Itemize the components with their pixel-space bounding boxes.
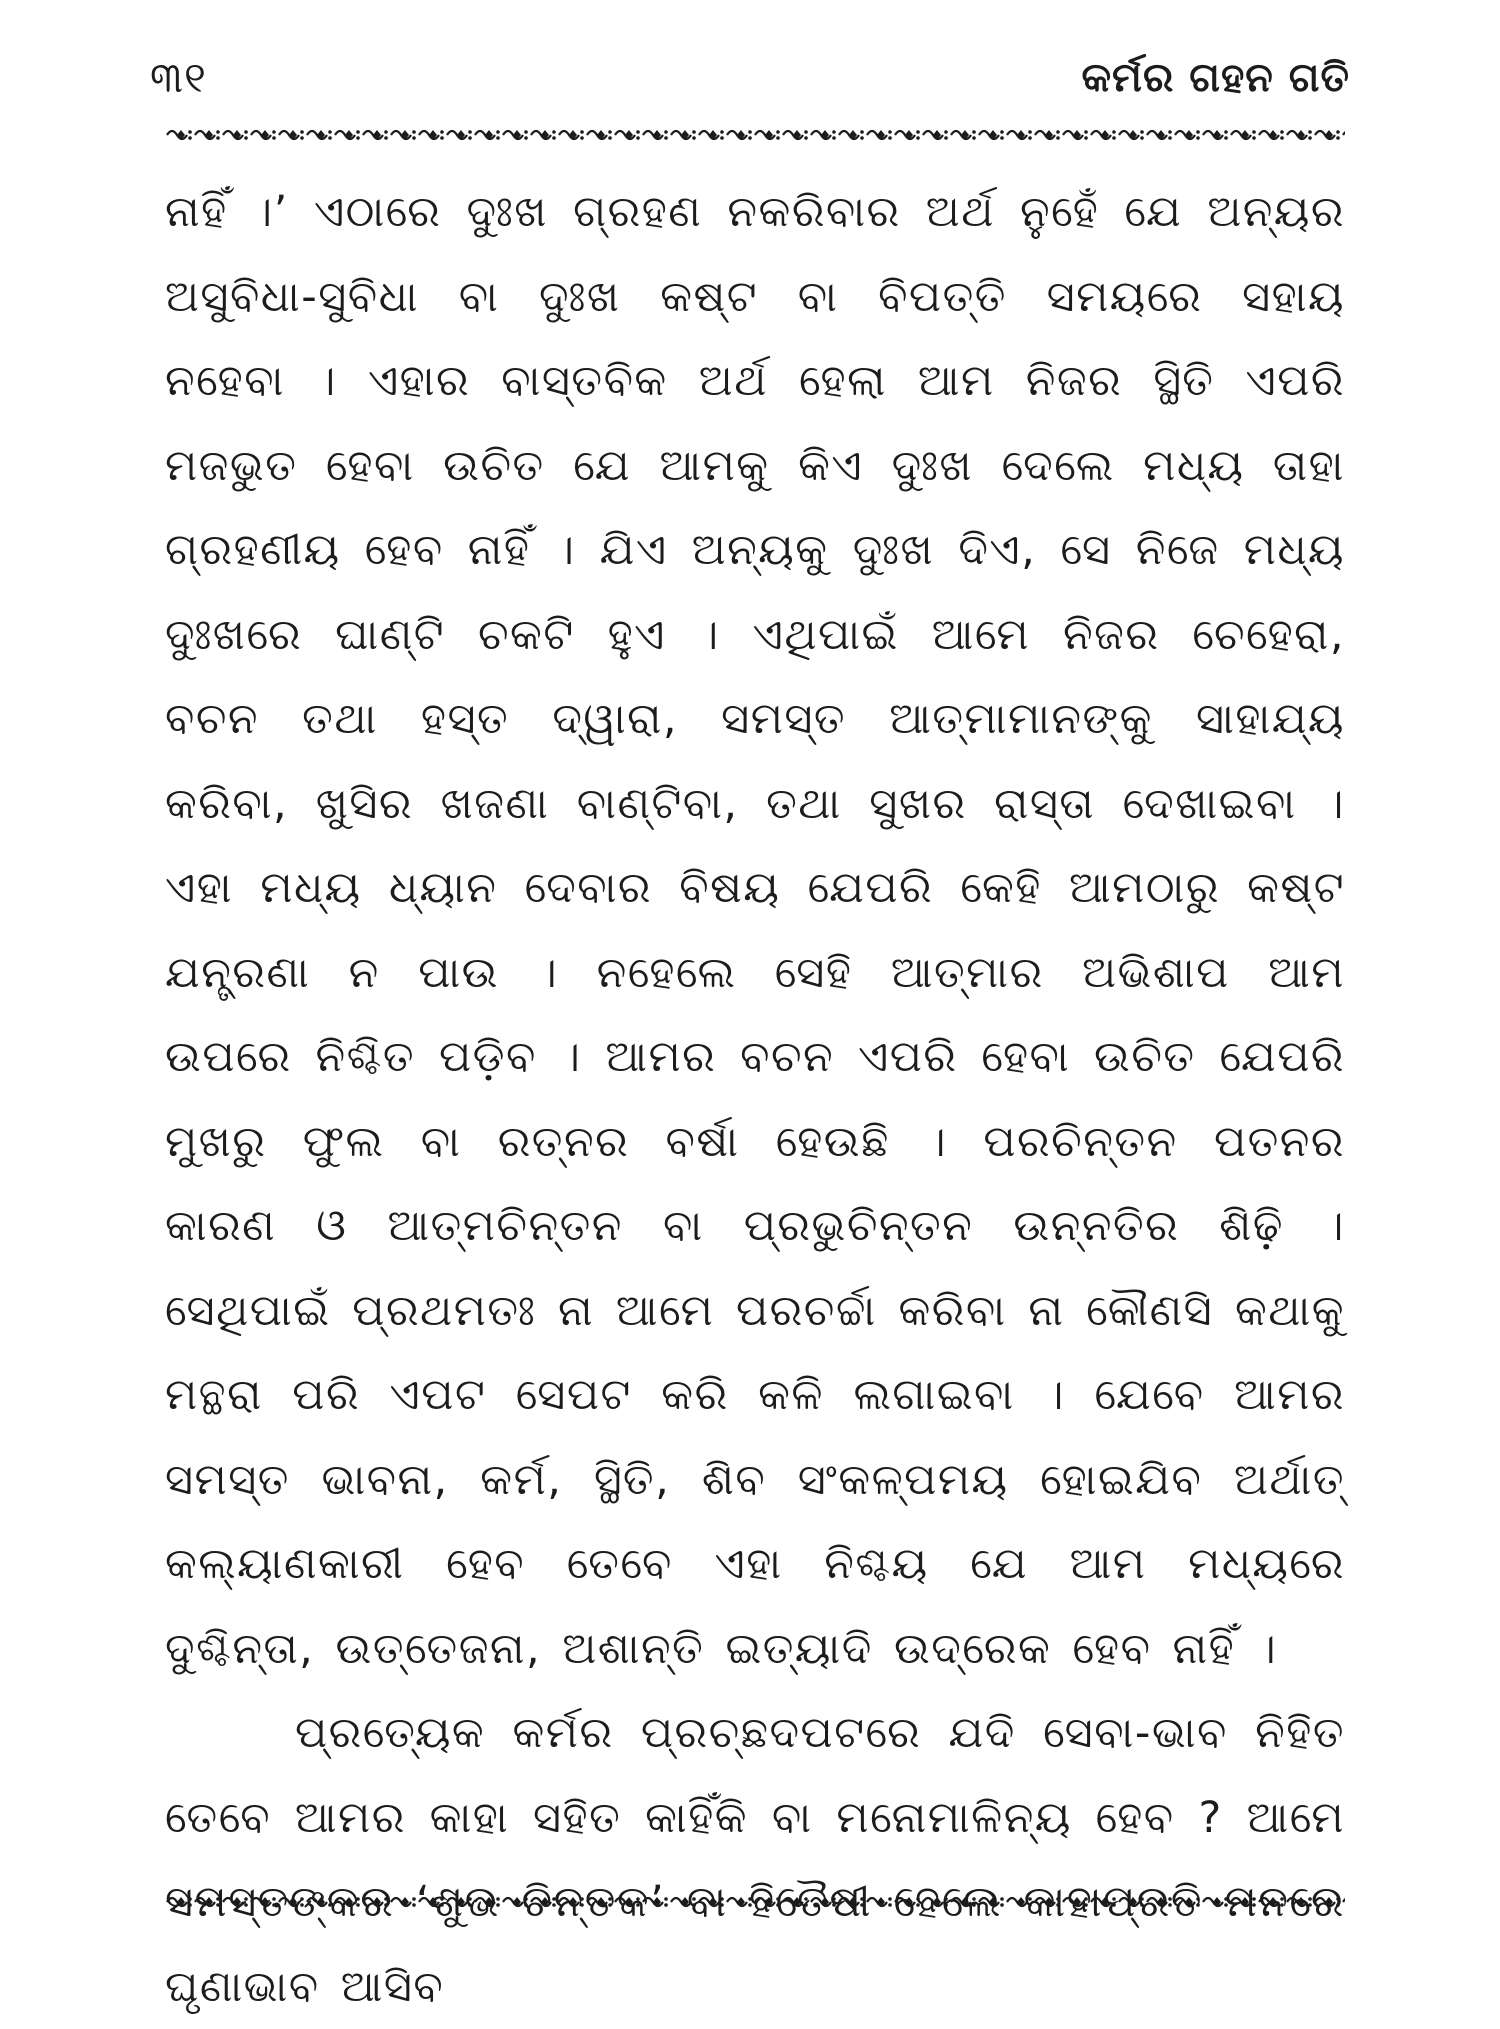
top-border-pattern xyxy=(165,126,1345,144)
page-number: ୩୧ xyxy=(150,53,207,102)
paragraph-2: ପ୍ରତ୍ୟେକ କର୍ମର ପ୍ରଚ୍ଛଦପଟରେ ଯଦି ସେବା-ଭାବ ନିହିତ ତେବେ ଆମର କାହା ସହିତ କାହିଁକି ବା ମନୋମାଳିନ୍ୟ ହେବ ? ଆମେ ଘୃଣାଭାବ ଆସିବ xyxy=(165,1708,1345,2012)
paragraph-1: ନାହିଁ ।’ ଏଠାରେ ଦୁଃଖ ଗ୍ରହଣ ନକରିବାର ଅର୍ଥ ନୁହେଁ ଯେ ଅନ୍ୟର ଅସୁବିଧା-ସୁବିଧା ବା ଦୁଃଖ କଷ୍ଟ ବା ବିପତ୍ତି ସମୟରେ ସହାୟ ନହେବା । ଏହାର ବାସ୍ତବିକ ଅର୍ଥ ହେଲା ଆମ ନିଜର ସ୍ଥିତି ଏପରି ମଜଭୁତ ହେବା ଉଚିତ ଯେ ଆମକୁ କିଏ ଦୁଃଖ ଦେଲେ ମଧ୍ୟ ତାହା ଗ୍ରହଣୀୟ ହେବ ନାହିଁ । ଯିଏ ଅନ୍ୟକୁ ଦୁଃଖ ଦିଏ, ସେ ନିଜେ ମଧ୍ୟ ଦୁଃଖରେ ଘାଣ୍ଟି ଚକଟି ହୁଏ । ଏଥିପାଇଁ ଆମେ ନିଜର ଚେହେରା, ବଚନ ତଥା ହସ୍ତ ଦ୍ୱାରା, ସମସ୍ତ ଆତ୍ମାମାନଙ୍କୁ ସାହାଯ୍ୟ କରିବା, ଖୁସିର ଖଜଣା ବାଣ୍ଟିବା, ତଥା ସୁଖର ରାସ୍ତା ଦେଖାଇବା । ଏହା ମଧ୍ୟ ଧ୍ୟାନ ଦେବାର ବିଷୟ ଯେପରି କେହି ଆମଠାରୁ କଷ୍ଟ ଯନ୍ତ୍ରଣା ନ ପାଉ । ନହେଲେ ସେହି ଆତ୍ମାର ଅଭିଶାପ ଆମ ଉପରେ ନିଶ୍ଚିତ ପଡ଼ିବ । ଆମର ବଚନ ଏପରି ହେବା ଉଚିତ ଯେପରି ମୁଖରୁ ଫୁଲ ବା ରତ୍ନର ବର୍ଷା ହେଉଛି । ପରଚିନ୍ତନ ପତନର କାରଣ ଓ ଆତ୍ମଚିନ୍ତନ ବା ପ୍ରଭୁଚିନ୍ତନ ଉନ୍ନତିର ଶିଢ଼ି । ସେଥିପାଇଁ ପ୍ରଥମତଃ ନା ଆମେ ପରଚର୍ଚ୍ଚା କରିବା ନା କୌଣସି କଥାକୁ ମନ୍ଥରା ପରି ଏପଟ ସେପଟ କରି କଳି ଲଗାଇବା । ଯେବେ ଆମର ସମସ୍ତ ଭାବନା, କର୍ମ, ସ୍ଥିତି, ଶିବ ସଂକଳ୍ପମୟ ହୋଇଯିବ ଅର୍ଥାତ୍ କଲ୍ୟାଣକାରୀ ହେବ ତେବେ ଏହା ନିଶ୍ଚୟ ଯେ ଆମ ମଧ୍ୟରେ ଦୁଶ୍ଚିନ୍ତା, ଉତ୍ତେଜନା, ଅଶାନ୍ତି ଇତ୍ୟାଦି ଉଦ୍ରେକ ହେବ ନାହିଁ । xyxy=(165,187,1345,1674)
running-title: କର୍ମର ଗହନ ଗତି xyxy=(1081,55,1350,101)
top-ornamental-border xyxy=(165,126,1345,144)
bottom-ornamental-border xyxy=(165,1893,1345,1911)
page-header xyxy=(150,40,1350,130)
bottom-border-pattern xyxy=(165,1893,1345,1911)
body-text xyxy=(165,170,1345,2012)
